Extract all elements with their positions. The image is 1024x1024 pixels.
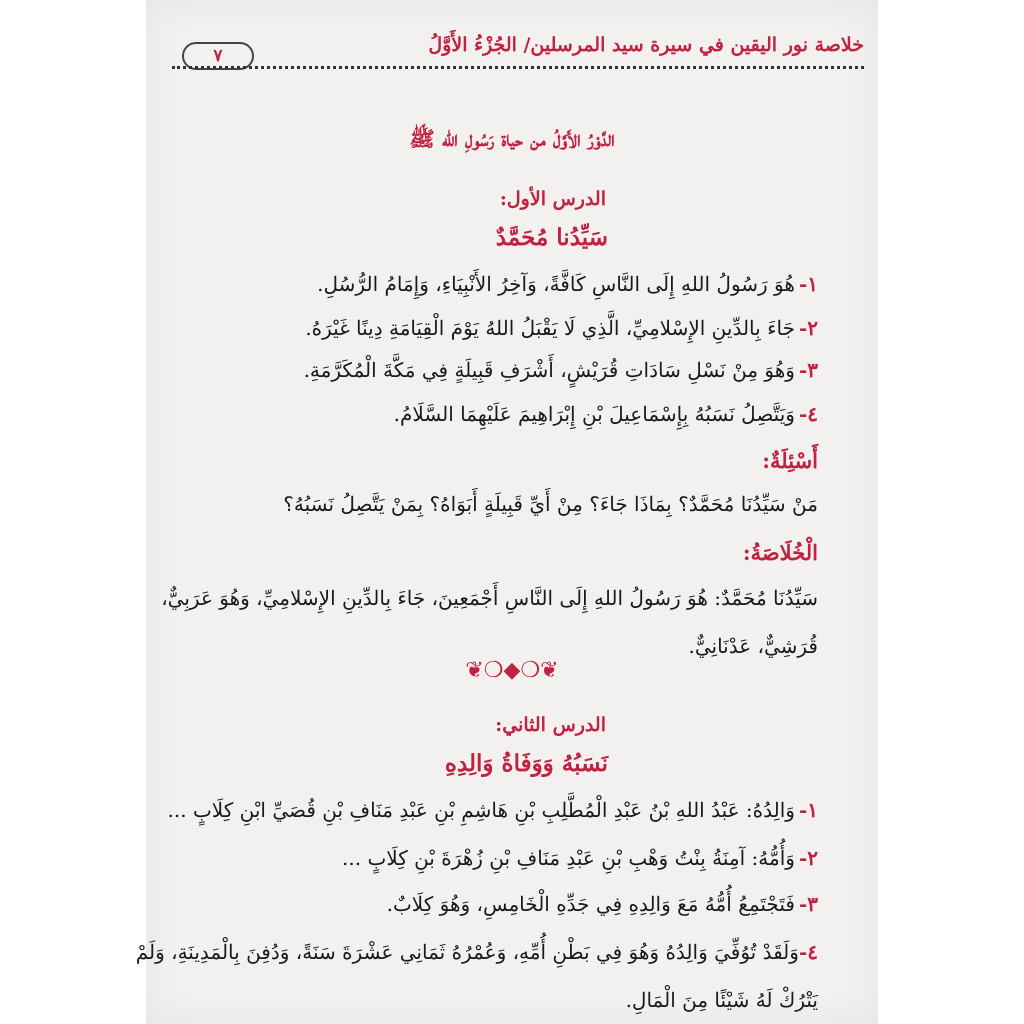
page-number: ٧ (182, 42, 254, 70)
item-text: جَاءَ بِالدِّينِ الإِسْلامِيِّ، الَّذِي لَا يَقْبَلُ اللهُ يَوْمَ الْقِيَامَةِ دِينًا غَيْرَهُ. (305, 316, 795, 340)
questions-heading: أَسْئِلَةٌ: (762, 448, 818, 473)
lesson-2-topic: نَسَبُهُ وَوَفَاةُ وَالِدِهِ (444, 750, 608, 777)
lesson-1-item (305, 316, 818, 340)
running-header-title: خلاصة نور اليقين في سيرة سيد المرسلين/ الجُزْءُ الأَوَّلُ (428, 34, 864, 56)
item-text: وَالِدُهُ: عَبْدُ اللهِ بْنُ عَبْدِ الْمُطَّلِبِ بْنِ هَاشِمِ بْنِ عَبْدِ مَنَافِ بْنِ قُصَيِّ ابْنِ كِلَابٍ ... (167, 798, 795, 822)
item-number: ٣- (798, 358, 818, 382)
lesson-2-item (387, 892, 818, 916)
questions-text: مَنْ سَيِّدُنَا مُحَمَّدٌ؟ بِمَاذَا جَاءَ؟ مِنْ أَيِّ قَبِيلَةٍ أَبَوَاهُ؟ بِمَنْ يَتَّصِلُ نَسَبُهُ؟ (283, 492, 818, 516)
lesson-2-item (342, 846, 818, 870)
lesson-1-label: الدرس الأول: (499, 188, 606, 210)
chapter-title: الدَّوْرُ الأَوَّلُ من حياة رَسُولِ الله ﷺ (409, 126, 615, 151)
lesson-1-item (304, 358, 818, 382)
lesson-2-item (168, 798, 818, 822)
item-text: وَأُمُّهُ: آمِنَةُ بِنْتُ وَهْبِ بْنِ عَبْدِ مَنَافِ بْنِ زُهْرَةَ بْنِ كِلَابٍ ... (342, 846, 795, 870)
lesson-2-item (135, 928, 818, 1024)
summary-line: سَيِّدُنَا مُحَمَّدٌ: هُوَ رَسُولُ اللهِ إِلَى النَّاسِ أَجْمَعِينَ، جَاءَ بِالدِّينِ الإِسْلامِيِّ، وَهُوَ عَرَبِيٌّ، (161, 586, 818, 610)
lesson-1-topic: سَيِّدُنا مُحَمَّدٌ (495, 224, 608, 251)
item-number: ٣- (798, 892, 818, 916)
item-number: ١- (798, 798, 818, 822)
item-number: ٤- (798, 940, 818, 964)
item-number: ١- (798, 272, 818, 296)
item-number: ٢- (798, 846, 818, 870)
summary-heading: الْخُلَاصَةُ: (742, 540, 818, 565)
item-text: وَيَتَّصِلُ نَسَبُهُ بِإِسْمَاعِيلَ بْنِ إِبْرَاهِيمَ عَلَيْهِمَا السَّلَامُ. (393, 402, 795, 426)
item-line (135, 928, 818, 976)
item-number: ٢- (798, 316, 818, 340)
summary-paragraph (161, 574, 818, 670)
item-text: وَهُوَ مِنْ نَسْلِ سَادَاتِ قُرَيْشٍ، أَشْرَفِ قَبِيلَةٍ فِي مَكَّةَ الْمُكَرَّمَةِ. (303, 358, 795, 382)
lesson-1-item (317, 272, 818, 296)
page-content (135, 0, 878, 1024)
summary-line: قُرَشِيٌّ، عَدْنَانِيٌّ. (688, 634, 818, 658)
ornament-divider: ❦❍◆❍❦ (465, 658, 559, 683)
item-number: ٤- (798, 402, 818, 426)
item-text: وَلَقَدْ تُوُفِّيَ وَالِدُهُ وَهُوَ فِي بَطْنِ أُمِّهِ، وَعُمْرُهُ ثَمَانِي عَشْرَةَ سَنَةً، وَدُفِنَ بِالْمَدِينَةِ، وَلَمْ (135, 940, 799, 964)
lesson-2-label: الدرس الثاني: (495, 714, 606, 736)
item-line: يَتْرُكْ لَهُ شَيْئًا مِنَ الْمَالِ. (625, 988, 818, 1012)
item-text: فَتَجْتَمِعُ أُمُّهُ مَعَ وَالِدِهِ فِي جَدِّهِ الْخَامِسِ، وَهُوَ كِلَابٌ. (386, 892, 795, 916)
book-page (135, 0, 878, 1024)
item-text: هُوَ رَسُولُ اللهِ إِلَى النَّاسِ كَافَّةً، وَآخِرُ الأَنْبِيَاءِ، وَإِمَامُ الرُّسُلِ. (317, 272, 795, 296)
lesson-1-item (394, 402, 818, 426)
